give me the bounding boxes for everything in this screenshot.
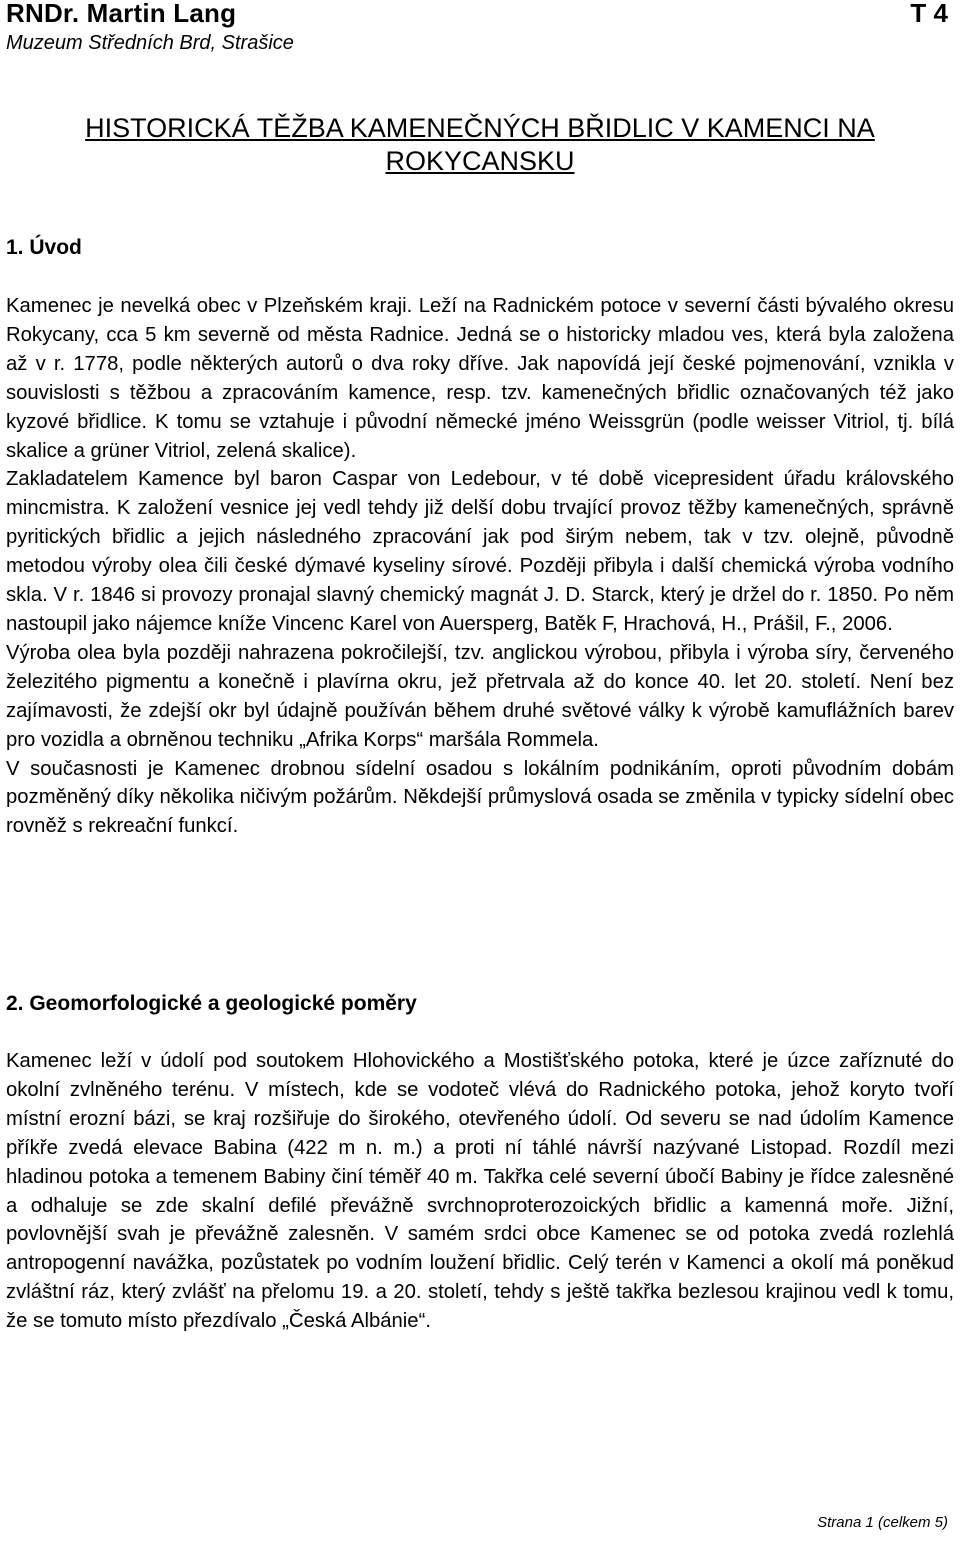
header-code: T 4 [910, 0, 948, 28]
header-author: RNDr. Martin Lang [6, 0, 237, 28]
section-heading-intro: 1. Úvod [6, 236, 82, 259]
paragraph: Zakladatelem Kamence byl baron Caspar von Ledebour, v té době vicepresident úřadu královského mincmistra. K založení vesnice jej vedl tehdy již delší dobu trvající provoz těžby kamenečných, správně pyritických břidlic a jejich následného zpracování jak pod širým nebem, tak v tzv. olejně, původně metodou výroby olea čili české dýmavé kyseliny sírové. Později přibyla i další chemická výroba vodního skla. V r. 1846 si provozy pronajal slavný chemický magnát J. D. Starck, který je držel do r. 1850. Po něm nastoupil jako nájemce kníže Vincenc Karel von Auersperg, Batěk F, Hrachová, H., Prášil, F., 2006. [6, 468, 954, 635]
document-title: HISTORICKÁ TĚŽBA KAMENEČNÝCH BŘIDLIC V KAMENCI NA ROKYCANSKU [85, 113, 875, 176]
paragraph: V současnosti je Kamenec drobnou sídelní osadou s lokálním podnikáním, oproti původním dobám pozměněný díky několika ničivým požárům. Někdejší průmyslová osada se změnila v typicky sídelní obec rovněž s rekreační funkcí. [6, 757, 954, 838]
paragraph: Kamenec je nevelká obec v Plzeňském kraji. Leží na Radnickém potoce v severní části bývalého okresu Rokycany, cca 5 km severně od města Radnice. Jedná se o historicky mladou ves, která byla založena až v r. 1778, podle některých autorů o dva roky dříve. Jak napovídá její české pojmenování, vznikla v souvislosti s těžbou a zpracováním kamence, resp. tzv. kamenečných břidlic označovaných též jako kyzové břidlice. K tomu se vztahuje i původní německé jméno Weissgrün (podle weisser Vitriol, tj. bílá skalice a grüner Vitriol, zelená skalice). [6, 295, 954, 462]
section-body-geology [6, 1047, 954, 1336]
paragraph: Kamenec leží v údolí pod soutokem Hlohovického a Mostišťského potoka, které je úzce zaříznuté do okolní zvlněného terénu. V místech, kde se vodoteč vlévá do Radnického potoka, jehož koryto tvoří místní erozní bázi, se kraj rozšiřuje do širokého, otevřeného údolí. Od severu se nad údolím Kamence příkře zvedá elevace Babina (422 m n. m.) a proti ní táhlé návrší nazývané Listopad. Rozdíl mezi hladinou potoka a temenem Babiny činí téměř 40 m. Takřka celé severní úbočí Babiny je řídce zalesněné a odhaluje se zde skalní defilé převážně svrchnoproterozoických břidlic a kamenná moře. Jižní, povlovnější svah je převážně zalesněn. V samém srdci obce Kamenec se od potoka zvedá rozlehlá antropogenní navážka, pozůstatek po vodním loužení břidlic. Celý terén v Kamenci a okolí má poněkud zvláštní ráz, který zvlášť na přelomu 19. a 20. století, tehdy s ještě takřka bezlesou krajinou vedl k tomu, že se tomuto místo přezdívalo „Česká Albánie“. [6, 1050, 954, 1333]
header-affiliation: Muzeum Středních Brd, Strašice [6, 32, 294, 54]
section-body-intro [6, 292, 954, 841]
page-footer: Strana 1 (celkem 5) [817, 1514, 948, 1531]
section-heading-geology: 2. Geomorfologické a geologické poměry [6, 992, 417, 1015]
paragraph: Výroba olea byla později nahrazena pokročilejší, tzv. anglickou výrobou, přibyla i výroba síry, červeného železitého pigmentu a konečně i plavírna okru, jež přetrvala až do konce 40. let 20. století. Není bez zajímavosti, že zdejší okr byl údajně používán během druhé světové války k výrobě kamuflážních barev pro vozidla a obrněnou techniku „Afrika Korps“ maršála Rommela. [6, 641, 954, 751]
